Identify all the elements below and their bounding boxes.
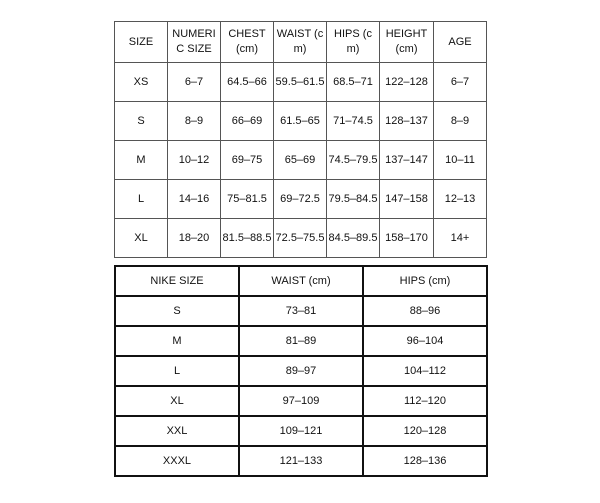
table-cell: 75–81.5 <box>221 180 274 219</box>
nike-size-chart-table <box>114 265 488 477</box>
table-cell: 6–7 <box>168 63 221 102</box>
table-cell: M <box>115 141 168 180</box>
table-cell: 64.5–66 <box>221 63 274 102</box>
header-waist: WAIST (cm) <box>274 22 327 63</box>
table-cell: L <box>115 356 239 386</box>
table-cell: 158–170 <box>380 219 434 258</box>
table-cell: 79.5–84.5 <box>327 180 380 219</box>
table-header-row <box>115 266 487 296</box>
table-cell: 14+ <box>434 219 487 258</box>
table-cell: S <box>115 296 239 326</box>
table-row <box>115 102 487 141</box>
header-hips: HIPS (cm) <box>363 266 487 296</box>
table-cell: 96–104 <box>363 326 487 356</box>
table-cell: 128–137 <box>380 102 434 141</box>
table-cell: 88–96 <box>363 296 487 326</box>
table-cell: 84.5–89.5 <box>327 219 380 258</box>
table-cell: 104–112 <box>363 356 487 386</box>
table-cell: 112–120 <box>363 386 487 416</box>
table-row <box>115 63 487 102</box>
table-cell: 72.5–75.5 <box>274 219 327 258</box>
table-row <box>115 296 487 326</box>
table-cell: 8–9 <box>168 102 221 141</box>
header-nike-size: NIKE SIZE <box>115 266 239 296</box>
table-row <box>115 180 487 219</box>
table-cell: 61.5–65 <box>274 102 327 141</box>
header-waist: WAIST (cm) <box>239 266 363 296</box>
table-row <box>115 141 487 180</box>
table-cell: S <box>115 102 168 141</box>
table-cell: 147–158 <box>380 180 434 219</box>
table-row <box>115 219 487 258</box>
header-age: AGE <box>434 22 487 63</box>
header-chest: CHEST (cm) <box>221 22 274 63</box>
table-cell: XL <box>115 219 168 258</box>
table-cell: XXXL <box>115 446 239 476</box>
table-cell: 120–128 <box>363 416 487 446</box>
header-size: SIZE <box>115 22 168 63</box>
table-cell: 73–81 <box>239 296 363 326</box>
table-cell: 10–11 <box>434 141 487 180</box>
table-cell: 65–69 <box>274 141 327 180</box>
table-cell: 12–13 <box>434 180 487 219</box>
table-cell: 122–128 <box>380 63 434 102</box>
table-cell: L <box>115 180 168 219</box>
table-cell: 109–121 <box>239 416 363 446</box>
table-cell: 137–147 <box>380 141 434 180</box>
header-numeric-size: NUMERIC SIZE <box>168 22 221 63</box>
table-cell: 14–16 <box>168 180 221 219</box>
table-cell: 81.5–88.5 <box>221 219 274 258</box>
table-row <box>115 446 487 476</box>
table-cell: 121–133 <box>239 446 363 476</box>
table-cell: 68.5–71 <box>327 63 380 102</box>
table-row <box>115 386 487 416</box>
table-cell: 71–74.5 <box>327 102 380 141</box>
table-cell: 74.5–79.5 <box>327 141 380 180</box>
table-cell: 8–9 <box>434 102 487 141</box>
table-cell: 89–97 <box>239 356 363 386</box>
table-cell: 6–7 <box>434 63 487 102</box>
table-row <box>115 416 487 446</box>
table-header-row <box>115 22 487 63</box>
table-cell: 18–20 <box>168 219 221 258</box>
table-cell: 97–109 <box>239 386 363 416</box>
table-cell: XS <box>115 63 168 102</box>
table-row <box>115 356 487 386</box>
table-cell: M <box>115 326 239 356</box>
table-cell: 10–12 <box>168 141 221 180</box>
table-cell: 69–72.5 <box>274 180 327 219</box>
header-height: HEIGHT (cm) <box>380 22 434 63</box>
header-hips: HIPS (cm) <box>327 22 380 63</box>
table-row <box>115 326 487 356</box>
table-cell: XXL <box>115 416 239 446</box>
kids-size-chart-table <box>114 21 487 258</box>
table-cell: 69–75 <box>221 141 274 180</box>
table-cell: XL <box>115 386 239 416</box>
table-cell: 81–89 <box>239 326 363 356</box>
table-cell: 66–69 <box>221 102 274 141</box>
table-cell: 128–136 <box>363 446 487 476</box>
table-cell: 59.5–61.5 <box>274 63 327 102</box>
